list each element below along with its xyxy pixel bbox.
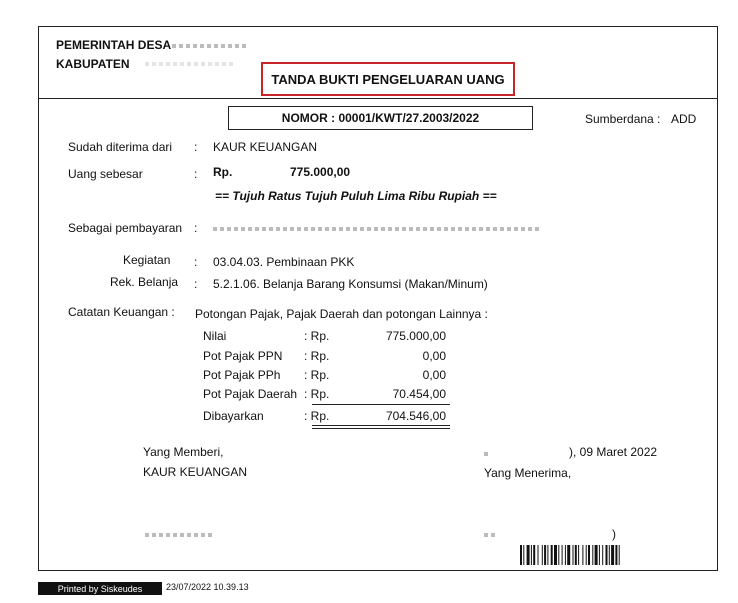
total-line-1 [312, 425, 450, 426]
redacted-place [484, 452, 488, 456]
diterima-colon: : [194, 140, 198, 154]
sumberdana-value: ADD [671, 112, 697, 126]
penerima-mark: ) [612, 527, 616, 541]
kegiatan-colon: : [194, 255, 198, 269]
rek-belanja-value: 5.2.1.06. Belanja Barang Konsumsi (Makan/Minum) [213, 277, 488, 291]
terbilang-text: == Tujuh Ratus Tujuh Puluh Lima Ribu Rupiah == [215, 189, 497, 203]
catatan-row-value: 70.454,00 [392, 387, 446, 401]
kegiatan-label: Kegiatan [123, 253, 171, 267]
redacted-kabupaten-name [145, 62, 235, 66]
uang-value: 775.000,00 [290, 165, 351, 179]
penerima-label: Yang Menerima, [484, 466, 572, 480]
catatan-row-label: Pot Pajak PPh [203, 368, 281, 382]
redacted-pembayaran-text [213, 227, 539, 231]
uang-colon: : [194, 167, 198, 181]
pemberi-label: Yang Memberi, [143, 445, 224, 459]
pemerintah-desa-label: PEMERINTAH DESA [56, 38, 172, 52]
sumberdana-label: Sumberdana : [585, 112, 661, 126]
total-line-2 [312, 428, 450, 429]
print-timestamp: 23/07/2022 10.39.13 [166, 582, 249, 592]
nomor-box: NOMOR : 00001/KWT/27.2003/2022 [228, 106, 533, 130]
kabupaten-label: KABUPATEN [56, 57, 130, 71]
catatan-label: Catatan Keuangan : [68, 305, 175, 319]
catatan-row-value: 704.546,00 [385, 409, 446, 423]
header-divider [38, 98, 718, 99]
catatan-row-currency: : Rp. [304, 368, 330, 382]
redacted-desa-name [172, 44, 248, 48]
catatan-row-currency: : Rp. [304, 409, 330, 423]
uang-currency: Rp. [213, 165, 233, 179]
diterima-value: KAUR KEUANGAN [213, 140, 318, 154]
rek-belanja-label: Rek. Belanja [110, 275, 179, 289]
redacted-pemberi-name [145, 533, 213, 537]
catatan-row-label: Dibayarkan [203, 409, 264, 423]
subtotal-line [312, 404, 450, 405]
redacted-penerima-name [484, 533, 496, 537]
catatan-row-currency: : Rp. [304, 349, 330, 363]
catatan-row-value: 0,00 [422, 349, 446, 363]
diterima-label: Sudah diterima dari [68, 140, 173, 154]
catatan-row-label: Pot Pajak Daerah [203, 387, 298, 401]
pemberi-role: KAUR KEUANGAN [143, 465, 248, 479]
barcode [520, 545, 706, 565]
rek-belanja-colon: : [194, 277, 198, 291]
pembayaran-label: Sebagai pembayaran [68, 221, 183, 235]
catatan-row-value: 0,00 [422, 368, 446, 382]
kegiatan-value: 03.04.03. Pembinaan PKK [213, 255, 355, 269]
catatan-heading: Potongan Pajak, Pajak Daerah dan potongan Lainnya : [195, 307, 488, 321]
printed-by-label: Printed by Siskeudes [38, 582, 162, 595]
catatan-row-value: 775.000,00 [385, 329, 446, 343]
signature-date: ), 09 Maret 2022 [569, 445, 658, 459]
uang-label: Uang sebesar [68, 167, 143, 181]
document-title: TANDA BUKTI PENGELUARAN UANG [261, 62, 515, 96]
pembayaran-colon: : [194, 221, 198, 235]
catatan-row-currency: : Rp. [304, 387, 330, 401]
catatan-row-label: Nilai [203, 329, 227, 343]
catatan-row-label: Pot Pajak PPN [203, 349, 283, 363]
catatan-row-currency: : Rp. [304, 329, 330, 343]
